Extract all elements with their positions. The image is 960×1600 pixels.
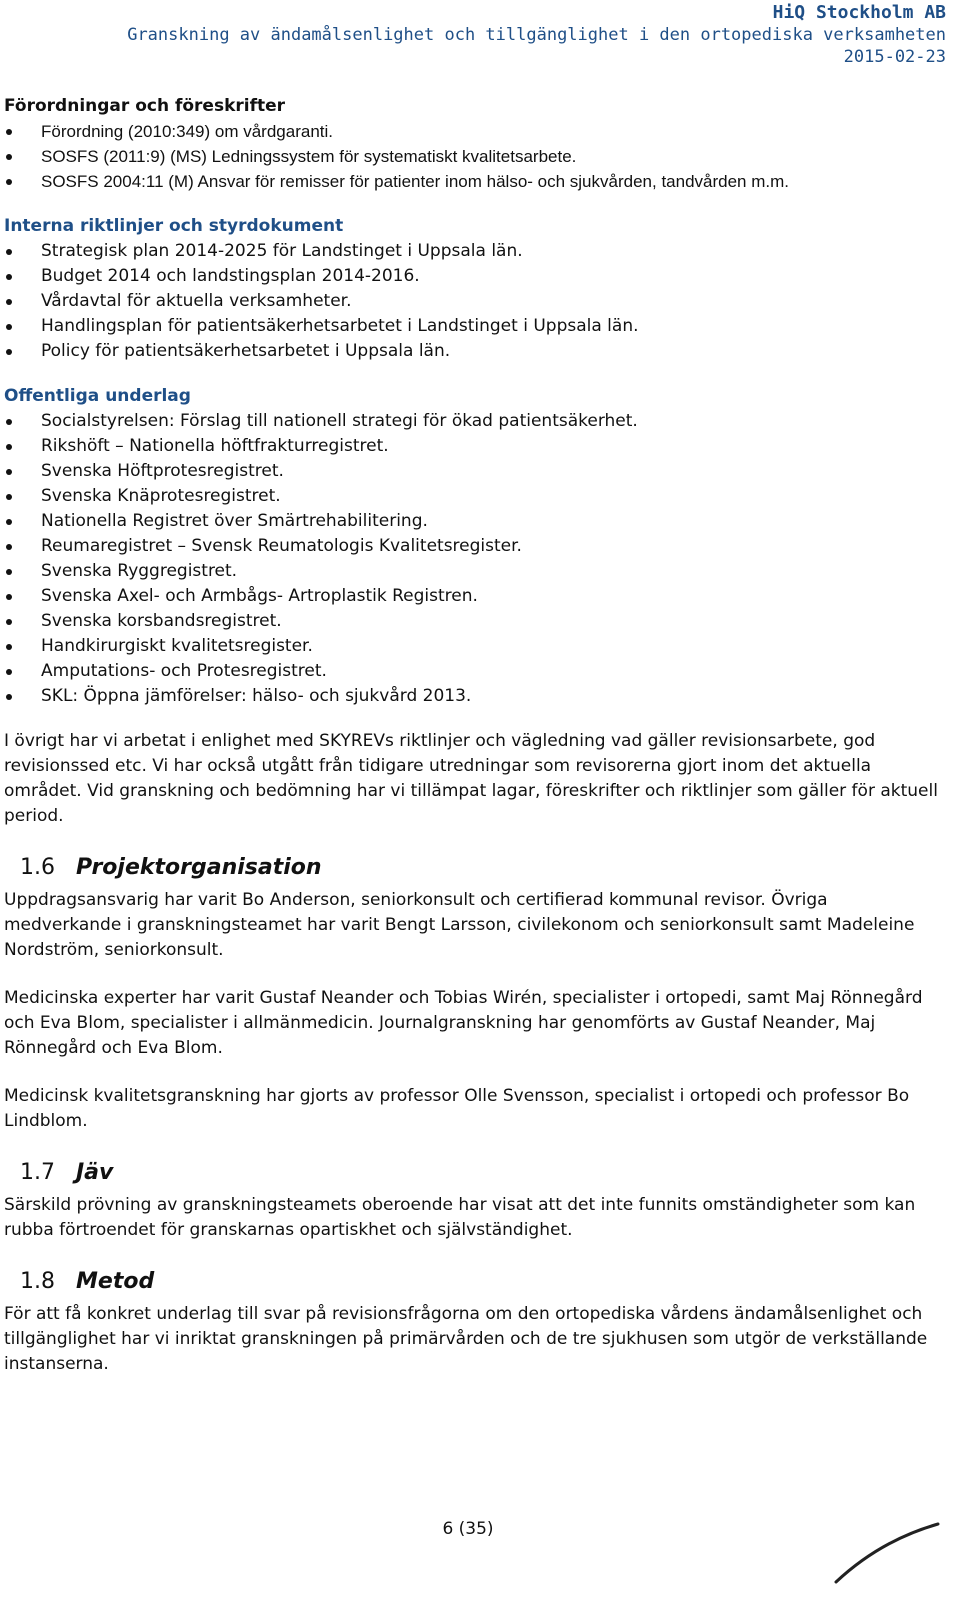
internal-guidelines-list [4,239,948,364]
list-item: Policy för patientsäkerhetsarbetet i Uppsala län. [4,339,948,364]
paragraph: Medicinsk kvalitetsgranskning har gjorts av professor Olle Svensson, specialist i ortopedi och professor Bo Lindblom. [4,1086,910,1131]
paragraph: För att få konkret underlag till svar på revisionsfrågorna om den ortopediska vårdens ändamålsenlighet och tillgänglighet har vi inriktat granskningen på primärvården och de tre sjukhusen som utgör de verkställande instanserna. [4,1304,928,1374]
document-body [4,94,948,1400]
public-sources-list [4,409,948,709]
list-item: Socialstyrelsen: Förslag till nationell strategi för ökad patientsäkerhet. [4,409,948,434]
section-heading-1-6 [4,852,948,884]
list-item: SKL: Öppna jämförelser: hälso- och sjukvård 2013. [4,684,948,709]
list-item: Amputations- och Protesregistret. [4,659,948,684]
regulations-heading: Förordningar och föreskrifter [4,96,286,116]
list-item: Svenska Ryggregistret. [4,559,948,584]
section-number: 1.6 [20,855,55,880]
company-name: HiQ Stockholm AB [772,2,946,23]
list-item: SOSFS 2004:11 (M) Ansvar för remisser för patienter inom hälso- och sjukvården, tandvården m.m. [4,169,948,194]
list-item: Vårdavtal för aktuella verksamheter. [4,289,948,314]
report-title: Granskning av ändamålsenlighet och tillgänglighet i den ortopediska verksamheten [127,25,946,45]
section-number: 1.8 [20,1269,55,1294]
page-number: 6 (35) [442,1519,494,1539]
general-paragraph: I övrigt har vi arbetat i enlighet med SKYREVs riktlinjer och vägledning vad gäller revisionsarbete, god revisionssed etc. Vi har också utgått från tidigare utredningar som revisorerna gjort inom det aktuella området. Vid granskning och bedömning har vi tillämpat lagar, föreskrifter och riktlinjer som gäller för aktuell period. [4,731,938,826]
page-header [127,2,946,68]
list-item: Rikshöft – Nationella höftfrakturregistret. [4,434,948,459]
section-number: 1.7 [20,1160,55,1185]
list-item: Nationella Registret över Smärtrehabilitering. [4,509,948,534]
list-item: Svenska korsbandsregistret. [4,609,948,634]
section-heading-1-7 [4,1157,948,1189]
list-item: Svenska Höftprotesregistret. [4,459,948,484]
list-item: SOSFS (2011:9) (MS) Ledningssystem för systematiskt kvalitetsarbete. [4,144,948,169]
paragraph: Särskild prövning av granskningsteamets oberoende har visat att det inte funnits omständigheter som kan rubba förtroendet för granskarnas opartiskhet och självständighet. [4,1195,916,1240]
list-item: Strategisk plan 2014-2025 för Landstinget i Uppsala län. [4,239,948,264]
hiq-logo [828,1522,946,1594]
section-title: Jäv [76,1160,114,1185]
section-heading-1-8 [4,1266,948,1298]
list-item: Budget 2014 och landstingsplan 2014-2016. [4,264,948,289]
regulations-list [4,119,948,194]
list-item: Reumaregistret – Svensk Reumatologis Kvalitetsregister. [4,534,948,559]
internal-guidelines-heading: Interna riktlinjer och styrdokument [4,216,344,236]
report-date: 2015-02-23 [843,47,946,67]
list-item: Handkirurgiskt kvalitetsregister. [4,634,948,659]
list-item: Förordning (2010:349) om vårdgaranti. [4,119,948,144]
paragraph: Uppdragsansvarig har varit Bo Anderson, seniorkonsult och certifierad kommunal revisor. Övriga medverkande i granskningsteamet har varit Bengt Larsson, civilekonom och seniorkonsult samt Madeleine Nordström, seniorkonsult. [4,890,915,960]
section-title: Projektorganisation [76,855,322,880]
list-item: Svenska Axel- och Armbågs- Artroplastik Registren. [4,584,948,609]
section-title: Metod [76,1269,155,1294]
public-sources-heading: Offentliga underlag [4,386,191,406]
list-item: Handlingsplan för patientsäkerhetsarbetet i Landstinget i Uppsala län. [4,314,948,339]
list-item: Svenska Knäprotesregistret. [4,484,948,509]
paragraph: Medicinska experter har varit Gustaf Neander och Tobias Wirén, specialister i ortopedi, samt Maj Rönnegård och Eva Blom, specialister i allmänmedicin. Journalgranskning har genomförts av Gustaf Neander, Maj Rönnegård och Eva Blom. [4,988,923,1058]
